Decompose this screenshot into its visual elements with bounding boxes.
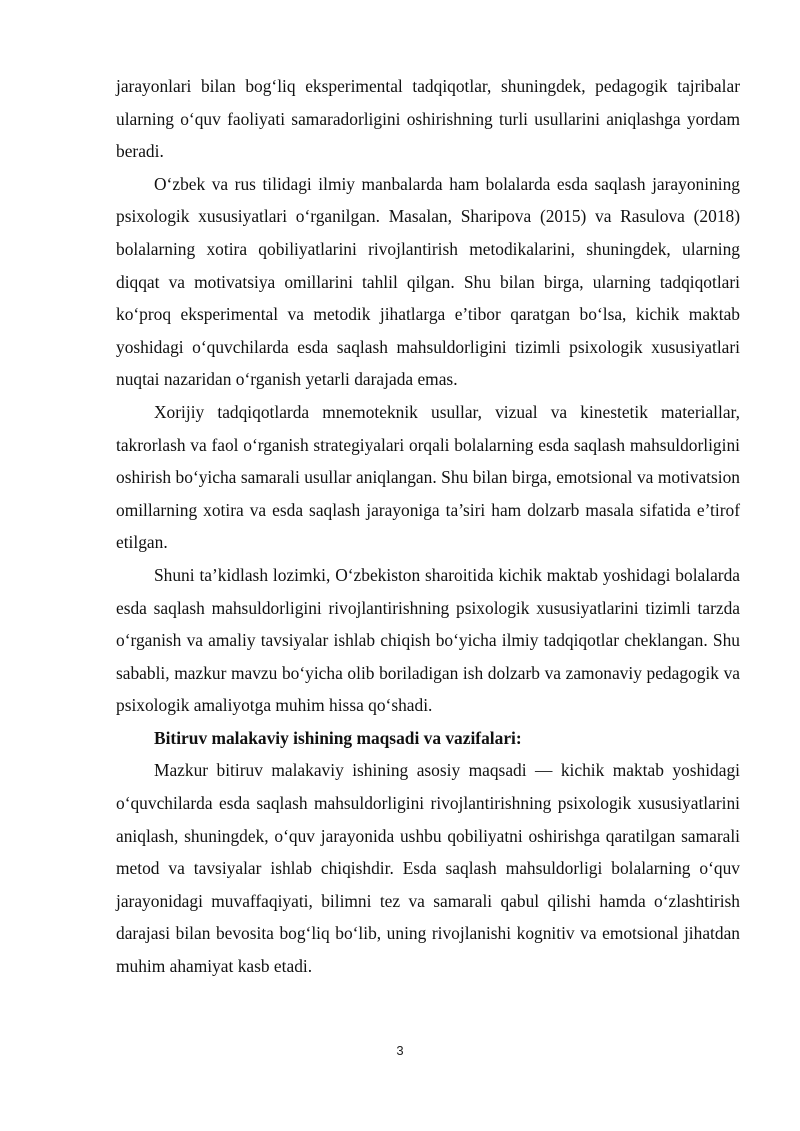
document-page [116,70,740,983]
paragraph-main-goal: Mazkur bitiruv malakaviy ishining asosiy maqsadi — kichik maktab yoshidagi o‘quvchilarda esda saqlash mahsuldorligini rivojlantirishning psixologik xususiyatlarini aniqlash, shuningdek, o‘quv jarayonida ushbu qobiliyatni oshirishga qaratilgan samarali metod va tavsiyalar ishlab chiqishdir. Esda saqlash mahsuldorligi bolalarning o‘quv jarayonidagi muvaffaqiyati, bilimni tez va samarali qabul qilishi hamda o‘zlashtirish darajasi bilan bevosita bog‘liq bo‘lib, uning rivojlanishi kognitiv va emotsional jihatdan muhim ahamiyat kasb etadi. [116,760,740,977]
page-number: 3 [396,1043,404,1058]
paragraph-relevance: Shuni ta’kidlash lozimki, O‘zbekiston sharoitida kichik maktab yoshidagi bolalarda esda saqlash mahsuldorligini rivojlantirishning psixologik xususiyatlarini tizimli tarzda o‘rganish va amaliy tavsiyalar ishlab chiqish bo‘yicha ilmiy tadqiqotlar cheklangan. Shu sababli, mazkur mavzu bo‘yicha olib boriladigan ish dolzarb va zamonaviy pedagogik va psixologik amaliyotga muhim hissa qo‘shadi. [116,564,740,716]
paragraph-uzbek-russian-sources: O‘zbek va rus tilidagi ilmiy manbalarda ham bolalarda esda saqlash jarayonining psixologik xususiyatlari o‘rganilgan. Masalan, Sharipova (2015) va Rasulova (2018) bolalarning xotira qobiliyatlarini rivojlantirish metodikalarini, shuningdek, ularning diqqat va motivatsiya omillarini tahlil qilgan. Shu bilan birga, ularning tadqiqotlari ko‘proq eksperimental va metodik jihatlarga e’tibor qaratgan bo‘lsa, kichik maktab yoshidagi o‘quvchilarda esda saqlash mahsuldorligini tizimli psixologik xususiyatlari nuqtai nazaridan o‘rganish yetarli darajada emas. [116,173,740,390]
paragraph-continuation: jarayonlari bilan bog‘liq eksperimental tadqiqotlar, shuningdek, pedagogik tajribalar ularning o‘quv faoliyati samaradorligini oshirishning turli usullarini aniqlashga yordam beradi. [116,76,740,162]
paragraph-foreign-research: Xorijiy tadqiqotlarda mnemoteknik usullar, vizual va kinestetik materiallar, takrorlash va faol o‘rganish strategiyalari orqali bolalarning esda saqlash mahsuldorligini oshirish bo‘yicha samarali usullar aniqlangan. Shu bilan birga, emotsional va motivatsion omillarning xotira va esda saqlash jarayoniga ta’siri ham dolzarb masala sifatida e’tirof etilgan. [116,401,740,553]
section-heading: Bitiruv malakaviy ishining maqsadi va vazifalari: [154,727,522,748]
